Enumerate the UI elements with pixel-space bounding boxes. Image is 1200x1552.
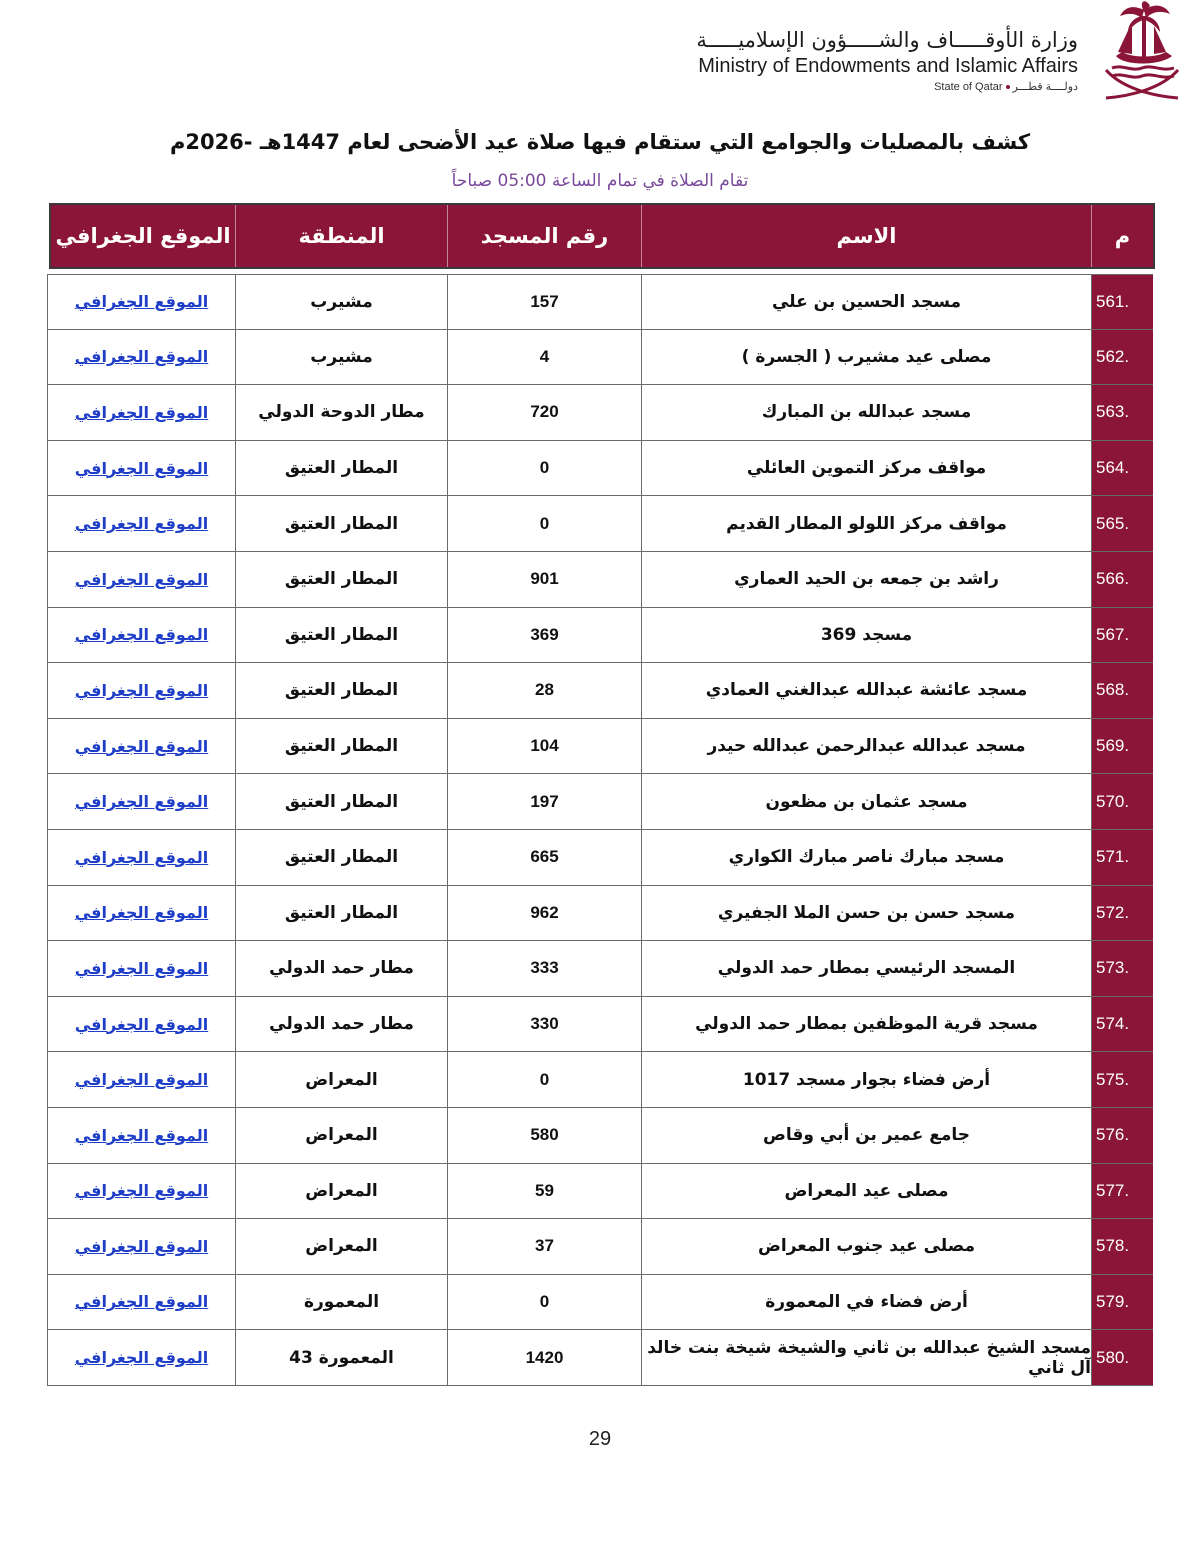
- table-row: [47, 830, 1153, 886]
- geo-location-cell: [47, 997, 235, 1052]
- row-number: 575.: [1091, 1052, 1153, 1107]
- mosque-id: 1420: [447, 1330, 641, 1385]
- table-row: [47, 1108, 1153, 1164]
- mosque-name: أرض فضاء بجوار مسجد 1017: [641, 1052, 1091, 1107]
- table-row: [47, 552, 1153, 608]
- area-name: المطار العتيق: [235, 441, 447, 496]
- mosque-name: مسجد 369: [641, 608, 1091, 663]
- mosque-id: 962: [447, 886, 641, 941]
- mosque-id: 369: [447, 608, 641, 663]
- area-name: مطار الدوحة الدولي: [235, 385, 447, 440]
- area-name: المطار العتيق: [235, 774, 447, 829]
- geo-location-link[interactable]: الموقع الجغرافي: [74, 514, 209, 534]
- area-name: مشيرب: [235, 330, 447, 385]
- geo-location-cell: [47, 1108, 235, 1163]
- row-number: 574.: [1091, 997, 1153, 1052]
- row-number: 561.: [1091, 275, 1153, 329]
- geo-location-cell: [47, 330, 235, 385]
- geo-location-cell: [47, 719, 235, 774]
- mosque-name: مواقف مركز التموين العائلي: [641, 441, 1091, 496]
- geo-location-cell: [47, 774, 235, 829]
- area-name: المطار العتيق: [235, 608, 447, 663]
- mosque-name: مسجد الشيخ عبدالله بن ثاني والشيخة شيخة بنت خالد آل ثاني: [641, 1330, 1091, 1385]
- row-number: 572.: [1091, 886, 1153, 941]
- row-number: 569.: [1091, 719, 1153, 774]
- geo-location-link[interactable]: الموقع الجغرافي: [74, 958, 209, 978]
- table-row: [47, 774, 1153, 830]
- column-header-geo-location: الموقع الجغرافي: [55, 224, 231, 248]
- mosque-name: مسجد عبدالله بن المبارك: [641, 385, 1091, 440]
- area-name: المطار العتيق: [235, 496, 447, 551]
- mosque-id: 4: [447, 330, 641, 385]
- state-line: [696, 78, 1078, 96]
- area-name: مشيرب: [235, 275, 447, 329]
- table-row: [47, 1164, 1153, 1220]
- geo-location-cell: [47, 608, 235, 663]
- mosque-id: 37: [447, 1219, 641, 1274]
- geo-location-link[interactable]: الموقع الجغرافي: [74, 569, 209, 589]
- table-row: [47, 1052, 1153, 1108]
- qatar-emblem-icon: [1102, 0, 1182, 102]
- ministry-name-english: Ministry of Endowments and Islamic Affairs: [698, 55, 1078, 77]
- mosque-id: 104: [447, 719, 641, 774]
- mosque-name: مواقف مركز اللولو المطار القديم: [641, 496, 1091, 551]
- geo-location-link[interactable]: الموقع الجغرافي: [74, 736, 209, 756]
- mosque-id: 901: [447, 552, 641, 607]
- table-row: [47, 719, 1153, 775]
- table-row: [47, 385, 1153, 441]
- geo-location-link[interactable]: الموقع الجغرافي: [74, 1348, 209, 1368]
- mosque-name: مسجد عثمان بن مظعون: [641, 774, 1091, 829]
- column-header-mosque-id: رقم المسجد: [447, 205, 641, 267]
- area-name: مطار حمد الدولي: [235, 941, 447, 996]
- geo-location-cell: [47, 830, 235, 885]
- row-number: 571.: [1091, 830, 1153, 885]
- table-row: [47, 941, 1153, 997]
- area-name: المعراض: [235, 1052, 447, 1107]
- row-number: 577.: [1091, 1164, 1153, 1219]
- table-row: [47, 608, 1153, 664]
- table-row: [47, 441, 1153, 497]
- geo-location-link[interactable]: الموقع الجغرافي: [74, 1236, 209, 1256]
- area-name: المطار العتيق: [235, 552, 447, 607]
- geo-location-cell: [47, 275, 235, 329]
- mosque-name: جامع عمير بن أبي وقاص: [641, 1108, 1091, 1163]
- geo-location-cell: [47, 1219, 235, 1274]
- mosque-name: مصلى عيد جنوب المعراض: [641, 1219, 1091, 1274]
- area-name: المعراض: [235, 1219, 447, 1274]
- geo-location-link[interactable]: الموقع الجغرافي: [74, 402, 209, 422]
- mosque-name: مسجد قرية الموظفين بمطار حمد الدولي: [641, 997, 1091, 1052]
- table-row: [47, 886, 1153, 942]
- table-row: [47, 1330, 1153, 1386]
- mosque-name: المسجد الرئيسي بمطار حمد الدولي: [641, 941, 1091, 996]
- geo-location-link[interactable]: الموقع الجغرافي: [74, 903, 209, 923]
- row-number: 578.: [1091, 1219, 1153, 1274]
- geo-location-cell: [47, 496, 235, 551]
- area-name: المطار العتيق: [235, 663, 447, 718]
- mosque-name: مصلى عيد مشيرب ( الجسرة ): [641, 330, 1091, 385]
- mosque-id: 28: [447, 663, 641, 718]
- row-number: 573.: [1091, 941, 1153, 996]
- row-number: 562.: [1091, 330, 1153, 385]
- geo-location-cell: [47, 1164, 235, 1219]
- mosque-id: 197: [447, 774, 641, 829]
- column-header-name: الاسم: [641, 205, 1091, 267]
- row-number: 567.: [1091, 608, 1153, 663]
- page-header: [0, 0, 1200, 110]
- mosque-id: 59: [447, 1164, 641, 1219]
- area-name: المعراض: [235, 1164, 447, 1219]
- geo-location-cell: [47, 441, 235, 496]
- table-row: [47, 663, 1153, 719]
- mosque-id: 333: [447, 941, 641, 996]
- area-name: المعمورة: [235, 1275, 447, 1330]
- geo-location-link[interactable]: الموقع الجغرافي: [74, 680, 209, 700]
- ministry-name-block: [696, 26, 1078, 96]
- table-row: [47, 330, 1153, 386]
- row-number: 576.: [1091, 1108, 1153, 1163]
- column-header-area: المنطقة: [235, 205, 447, 267]
- mosque-id: 720: [447, 385, 641, 440]
- table-header: [49, 203, 1155, 269]
- mosque-name: مسجد عبدالله عبدالرحمن عبدالله حيدر: [641, 719, 1091, 774]
- mosque-id: 665: [447, 830, 641, 885]
- geo-location-link[interactable]: الموقع الجغرافي: [74, 792, 209, 812]
- table-row: [47, 1275, 1153, 1331]
- geo-location-cell: [47, 1275, 235, 1330]
- mosque-name: راشد بن جمعه بن الحيد العماري: [641, 552, 1091, 607]
- row-number: 565.: [1091, 496, 1153, 551]
- state-name-english: State of Qatar: [934, 81, 1003, 93]
- geo-location-link[interactable]: الموقع الجغرافي: [74, 1292, 209, 1312]
- row-number: 580.: [1091, 1330, 1153, 1385]
- separator-dot-icon: [1006, 85, 1010, 89]
- mosque-name: مسجد الحسين بن علي: [641, 275, 1091, 329]
- geo-location-cell: [47, 886, 235, 941]
- table-row: [47, 274, 1153, 330]
- area-name: مطار حمد الدولي: [235, 997, 447, 1052]
- area-name: المعمورة 43: [235, 1330, 447, 1385]
- row-number: 564.: [1091, 441, 1153, 496]
- table-row: [47, 997, 1153, 1053]
- table-row: [47, 1219, 1153, 1275]
- geo-location-cell: [47, 385, 235, 440]
- geo-location-cell: [47, 552, 235, 607]
- geo-location-link[interactable]: الموقع الجغرافي: [74, 625, 209, 645]
- geo-location-cell: [47, 663, 235, 718]
- mosque-id: 0: [447, 1052, 641, 1107]
- state-name-arabic: دولــــة قطـــر: [1012, 81, 1078, 93]
- page-subtitle: تقام الصلاة في تمام الساعة 05:00 صباحاً: [451, 171, 749, 191]
- mosque-name: أرض فضاء في المعمورة: [641, 1275, 1091, 1330]
- page-title: كشف بالمصليات والجوامع التي ستقام فيها صلاة عيد الأضحى لعام 1447هـ -2026م: [169, 130, 1031, 154]
- mosque-id: 330: [447, 997, 641, 1052]
- geo-location-link[interactable]: الموقع الجغرافي: [74, 347, 209, 367]
- page-number: 29: [588, 1428, 612, 1450]
- geo-location-link[interactable]: الموقع الجغرافي: [74, 1070, 209, 1090]
- geo-location-link[interactable]: الموقع الجغرافي: [74, 1181, 209, 1201]
- area-name: المطار العتيق: [235, 886, 447, 941]
- geo-location-link[interactable]: الموقع الجغرافي: [74, 1014, 209, 1034]
- mosque-id: 580: [447, 1108, 641, 1163]
- row-number: 579.: [1091, 1275, 1153, 1330]
- mosque-id: 0: [447, 496, 641, 551]
- row-number: 563.: [1091, 385, 1153, 440]
- geo-location-link[interactable]: الموقع الجغرافي: [74, 292, 209, 312]
- area-name: المطار العتيق: [235, 830, 447, 885]
- geo-location-link[interactable]: الموقع الجغرافي: [74, 847, 209, 867]
- row-number: 566.: [1091, 552, 1153, 607]
- geo-location-cell: [47, 1052, 235, 1107]
- table-body: [47, 274, 1153, 1386]
- mosque-name: مصلى عيد المعراض: [641, 1164, 1091, 1219]
- mosque-id: 0: [447, 1275, 641, 1330]
- mosque-id: 157: [447, 275, 641, 329]
- column-header-number: م: [1091, 205, 1153, 267]
- mosque-name: مسجد عائشة عبدالله عبدالغني العمادي: [641, 663, 1091, 718]
- table-row: [47, 496, 1153, 552]
- area-name: المعراض: [235, 1108, 447, 1163]
- row-number: 570.: [1091, 774, 1153, 829]
- geo-location-link[interactable]: الموقع الجغرافي: [74, 458, 209, 478]
- mosque-name: مسجد مبارك ناصر مبارك الكواري: [641, 830, 1091, 885]
- ministry-name-arabic: وزارة الأوقـــــاف والشـــــؤون الإسلاميـــــة: [696, 28, 1078, 52]
- mosque-name: مسجد حسن بن حسن الملا الجفيري: [641, 886, 1091, 941]
- geo-location-cell: [47, 1330, 235, 1385]
- mosque-id: 0: [447, 441, 641, 496]
- geo-location-cell: [47, 941, 235, 996]
- row-number: 568.: [1091, 663, 1153, 718]
- geo-location-link[interactable]: الموقع الجغرافي: [74, 1125, 209, 1145]
- area-name: المطار العتيق: [235, 719, 447, 774]
